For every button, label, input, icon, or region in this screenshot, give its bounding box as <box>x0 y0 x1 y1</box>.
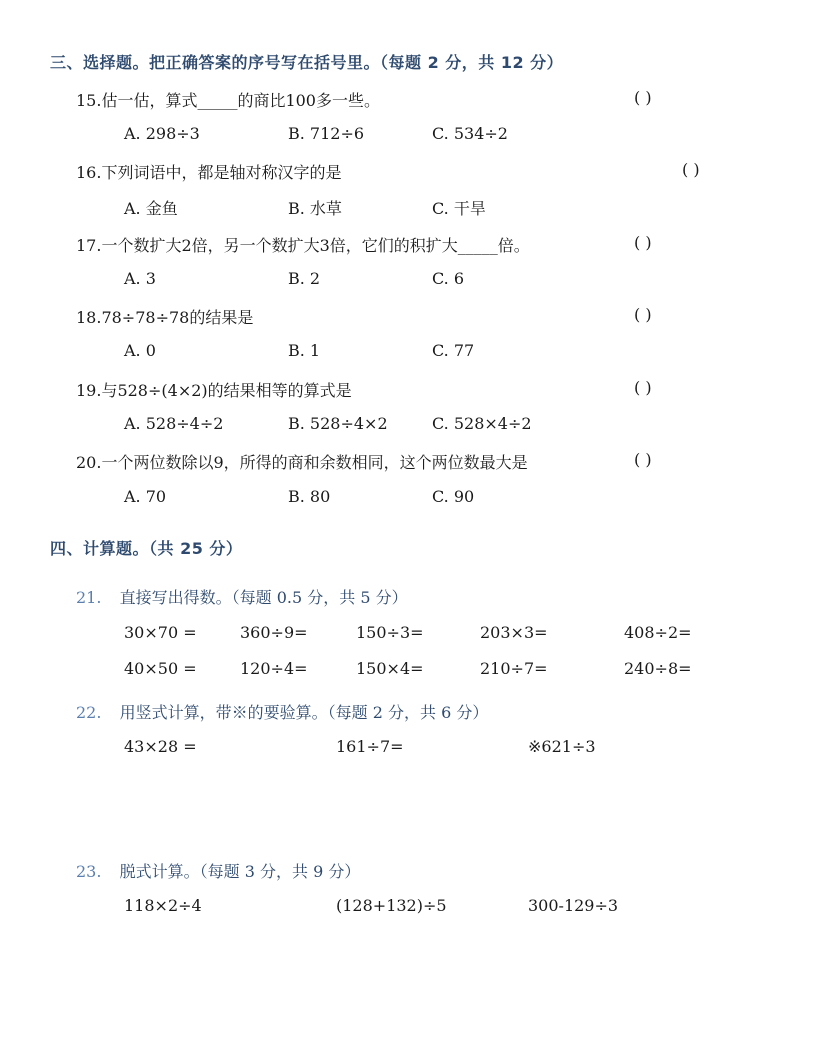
calc-21-5: 408÷2= <box>624 623 692 642</box>
answer-paren-18[interactable]: ( ) <box>634 305 652 324</box>
question-22-title <box>76 700 488 723</box>
question-23-instruction: 脱式计算。（每题 3 分，共 9 分） <box>119 862 361 881</box>
calc-21-9: 210÷7= <box>480 659 548 678</box>
option-20-a: A. 70 <box>124 487 167 506</box>
option-18-a: A. 0 <box>124 341 156 360</box>
question-16-text: 16.下列词语中，都是轴对称汉字的是 <box>76 163 342 182</box>
question-23-number: 23. <box>76 862 102 881</box>
calc-22-3: ※621÷3 <box>528 737 596 756</box>
answer-paren-17[interactable]: ( ) <box>634 233 652 252</box>
question-17-text: 17.一个数扩大2倍，另一个数扩大3倍，它们的积扩大_____倍。 <box>76 236 530 255</box>
question-21-instruction: 直接写出得数。（每题 0.5 分，共 5 分） <box>119 588 408 607</box>
calc-21-3: 150÷3= <box>356 623 424 642</box>
calc-23-1: 118×2÷4 <box>124 896 202 915</box>
answer-paren-19[interactable]: ( ) <box>634 378 652 397</box>
option-20-c: C. 90 <box>432 487 475 506</box>
option-15-a: A. 298÷3 <box>124 124 200 143</box>
option-16-a: A. 金鱼 <box>124 199 178 218</box>
option-20-b: B. 80 <box>288 487 331 506</box>
calc-23-3: 300-129÷3 <box>528 896 619 915</box>
option-16-c: C. 干旱 <box>432 199 486 218</box>
option-18-c: C. 77 <box>432 341 475 360</box>
question-21-number: 21. <box>76 588 102 607</box>
option-15-b: B. 712÷6 <box>288 124 365 143</box>
option-17-c: C. 6 <box>432 269 465 288</box>
question-20-text: 20.一个两位数除以9，所得的商和余数相同，这个两位数最大是 <box>76 453 528 472</box>
question-21-title <box>76 585 408 608</box>
option-16-b: B. 水草 <box>288 199 342 218</box>
calc-21-4: 203×3= <box>480 623 548 642</box>
calc-21-8: 150×4= <box>356 659 424 678</box>
question-19-text: 19.与528÷(4×2)的结果相等的算式是 <box>76 381 352 400</box>
question-22-number: 22. <box>76 703 102 722</box>
option-18-b: B. 1 <box>288 341 321 360</box>
section-3-title: 三、选择题。把正确答案的序号写在括号里。（每题 2 分，共 12 分） <box>50 53 564 72</box>
calc-22-2: 161÷7= <box>336 737 404 756</box>
calc-21-10: 240÷8= <box>624 659 692 678</box>
answer-paren-15[interactable]: ( ) <box>634 88 652 107</box>
section-4-title: 四、计算题。（共 25 分） <box>50 539 243 558</box>
option-19-b: B. 528÷4×2 <box>288 414 388 433</box>
option-19-a: A. 528÷4÷2 <box>124 414 224 433</box>
question-22-instruction: 用竖式计算，带※的要验算。（每题 2 分，共 6 分） <box>119 703 489 722</box>
answer-paren-16[interactable]: ( ) <box>682 160 700 179</box>
option-15-c: C. 534÷2 <box>432 124 508 143</box>
option-17-b: B. 2 <box>288 269 321 288</box>
calc-21-2: 360÷9= <box>240 623 308 642</box>
calc-23-2: (128+132)÷5 <box>336 896 447 915</box>
question-18-text: 18.78÷78÷78的结果是 <box>76 308 254 327</box>
question-15-text: 15.估一估，算式_____的商比100多一些。 <box>76 91 380 110</box>
calc-21-6: 40×50 = <box>124 659 197 678</box>
calc-21-1: 30×70 = <box>124 623 197 642</box>
option-17-a: A. 3 <box>124 269 156 288</box>
answer-paren-20[interactable]: ( ) <box>634 450 652 469</box>
calc-21-7: 120÷4= <box>240 659 308 678</box>
calc-22-1: 43×28 = <box>124 737 197 756</box>
option-19-c: C. 528×4÷2 <box>432 414 532 433</box>
question-23-title <box>76 859 360 882</box>
